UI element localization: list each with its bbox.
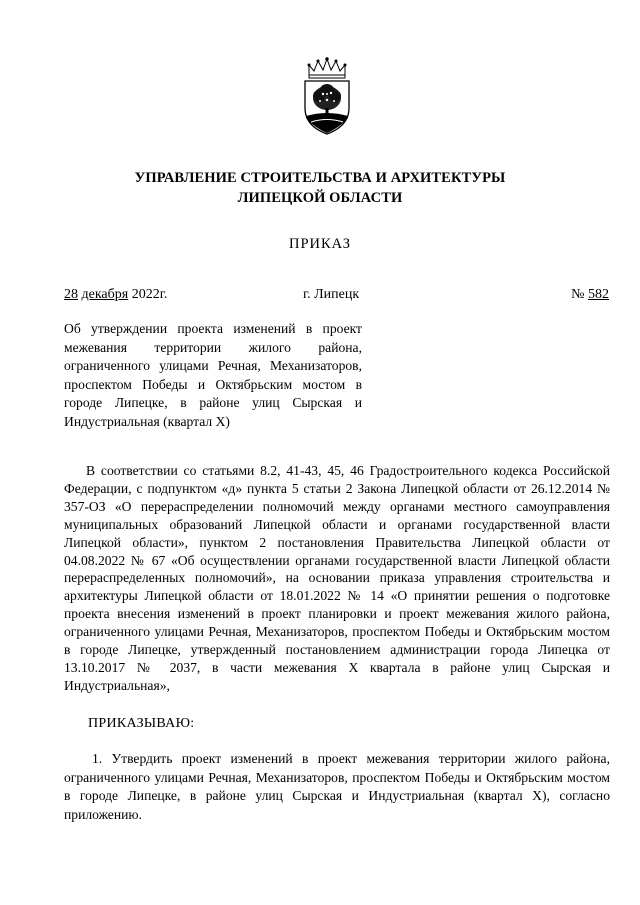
- document-subject: Об утверждении проекта изменений в проект межевания территории жилого района, ограниченного улицами Речная, Механизаторов, проспектом Победы и Октябрьским мостом в городе Липецке, в районе улиц Сырская и Индустриальная (квартал X): [64, 321, 362, 429]
- organization-name-line-1: УПРАВЛЕНИЕ СТРОИТЕЛЬСТВА И АРХИТЕКТУРЫ: [134, 170, 506, 186]
- number-prefix: №: [571, 287, 585, 302]
- date-day: 28: [64, 287, 78, 302]
- order-item-1: 1. Утвердить проект изменений в проект межевания территории жилого района, ограниченного улицами Речная, Механизаторов, проспектом Победы и Октябрьским мостом в городе Липецке, в районе улиц Сырская и Индустриальная (квартал X), согласно приложению.: [64, 751, 610, 822]
- document-city: г. Липецк: [303, 287, 360, 302]
- lipetsk-coat-of-arms-icon: [299, 56, 355, 136]
- preamble-paragraph: В соответствии со статьями 8.2, 41-43, 45, 46 Градостроительного кодекса Российской Федерации, с подпунктом «д» пункта 5 статьи 2 Закона Липецкой области от 26.12.2014 № 357-ОЗ «О перераспределении полномочий между органами местного самоуправления муниципальных образований Липецкой области и органами государственной власти Липецкой области», пунктом 2 постановления Правительства Липецкой области от 04.08.2022 № 67 «Об осуществлении органами государственной власти Липецкой области перераспределенных полномочий», на основании приказа управления строительства и архитектуры Липецкой области от 18.01.2022 № 14 «О принятии решения о подготовке проекта внесения изменений в проект планировки и проект межевания жилого района, ограниченного улицами Речная, Механизаторов, проспектом Победы и Октябрьским мостом в городе Липецке, утвержденный постановлением администрации города Липецка от 13.10.2017 № 2037, в части межевания X квартала в районе улиц Сырская и Индустриальная»,: [64, 463, 610, 693]
- document-type-title: ПРИКАЗ: [288, 236, 352, 252]
- organization-name-line-2: ЛИПЕЦКОЙ ОБЛАСТИ: [237, 190, 403, 206]
- date-month: декабря: [81, 287, 129, 302]
- document-number: [571, 286, 609, 304]
- document-date: [64, 286, 167, 304]
- order-directive: ПРИКАЗЫВАЮ:: [88, 716, 195, 731]
- date-year: 2022г.: [131, 287, 168, 302]
- number-value: 582: [588, 287, 609, 302]
